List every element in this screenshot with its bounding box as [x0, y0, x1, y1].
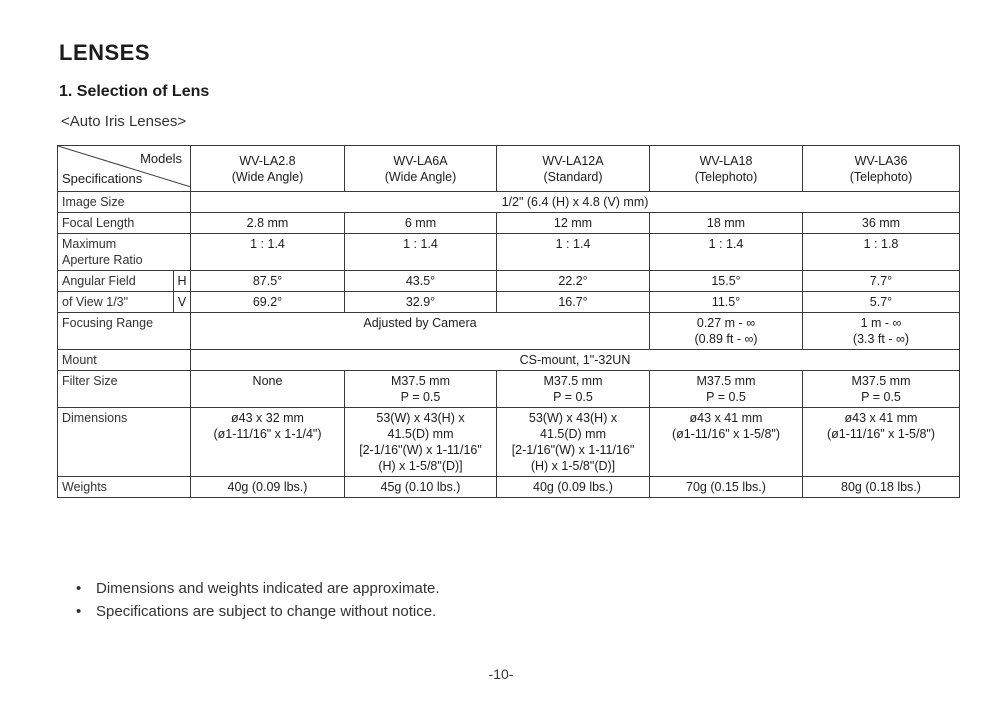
cell-line: M37.5 mm [543, 374, 603, 388]
cell-line: M37.5 mm [696, 374, 756, 388]
mount-value: CS-mount, 1"-32UN [191, 350, 960, 371]
image-size-value: 1/2" (6.4 (H) x 4.8 (V) mm) [191, 192, 960, 213]
row-label: Focal Length [58, 213, 191, 234]
model-header [803, 146, 960, 192]
cell [650, 371, 803, 408]
bullet-icon: • [76, 580, 82, 597]
cell-line: (ø1-11/16" x 1-5/8") [672, 427, 780, 441]
cell: 80g (0.18 lbs.) [803, 477, 960, 498]
cell-line: (3.3 ft - ∞) [852, 332, 910, 346]
model-name: WV-LA6A [393, 153, 448, 168]
cell-line: (0.89 ft - ∞) [694, 332, 758, 346]
bullet-icon: • [76, 603, 82, 620]
cell-line: 0.27 m - ∞ [696, 316, 756, 330]
model-type: (Wide Angle) [384, 169, 457, 184]
model-name: WV-LA36 [854, 153, 908, 168]
cell-line: 1 m - ∞ [860, 316, 902, 330]
row-label: Angular Field [58, 271, 174, 292]
row-label [58, 234, 191, 271]
model-type: (Standard) [543, 169, 603, 184]
row-label-line: Maximum [62, 237, 117, 251]
table-row [58, 408, 960, 477]
table-header-row [58, 146, 960, 192]
cell-line: (ø1-11/16" x 1-5/8") [827, 427, 935, 441]
model-header [191, 146, 345, 192]
v-label: V [174, 292, 191, 313]
cell [345, 408, 497, 477]
cell: 16.7° [497, 292, 650, 313]
cell: Adjusted by Camera [191, 313, 650, 350]
corner-models-label: Models [140, 151, 182, 166]
lens-type-label: <Auto Iris Lenses> [61, 113, 187, 130]
page-number: -10- [488, 666, 514, 682]
cell-line: [2-1/16"(W) x 1-11/16" [511, 443, 635, 457]
cell: 40g (0.09 lbs.) [191, 477, 345, 498]
cell [803, 371, 960, 408]
cell [191, 408, 345, 477]
cell-line: ø43 x 32 mm [231, 411, 304, 425]
table-row [58, 477, 960, 498]
cell: 36 mm [803, 213, 960, 234]
table-row [58, 192, 960, 213]
cell: 32.9° [345, 292, 497, 313]
cell: 1 : 1.8 [803, 234, 960, 271]
table-row [58, 213, 960, 234]
page-title: LENSES [59, 40, 151, 65]
row-label: Dimensions [58, 408, 191, 477]
table-row [58, 350, 960, 371]
model-name: WV-LA2.8 [239, 153, 296, 168]
note-text: Dimensions and weights indicated are approximate. [96, 580, 440, 597]
notes-list [76, 580, 440, 626]
cell: 7.7° [803, 271, 960, 292]
model-name: WV-LA12A [542, 153, 604, 168]
list-item [76, 580, 440, 597]
cell-line: ø43 x 41 mm [689, 411, 763, 425]
cell: 1 : 1.4 [650, 234, 803, 271]
model-header [650, 146, 803, 192]
cell: 1 : 1.4 [497, 234, 650, 271]
cell-line: 53(W) x 43(H) x [376, 411, 465, 425]
cell-line: P = 0.5 [706, 390, 746, 404]
cell: 18 mm [650, 213, 803, 234]
cell-line: M37.5 mm [390, 374, 451, 388]
table-row [58, 271, 960, 292]
cell: 40g (0.09 lbs.) [497, 477, 650, 498]
row-label: Weights [58, 477, 191, 498]
corner-cell [58, 146, 191, 192]
cell [803, 313, 960, 350]
cell-line: 41.5(D) mm [540, 427, 606, 441]
cell-line: (ø1-11/16" x 1-1/4") [213, 427, 322, 441]
table-row [58, 234, 960, 271]
model-type: (Telephoto) [849, 169, 913, 184]
cell [803, 408, 960, 477]
model-type: (Wide Angle) [231, 169, 304, 184]
cell-line: P = 0.5 [400, 390, 441, 404]
cell: 87.5° [191, 271, 345, 292]
cell: 1 : 1.4 [345, 234, 497, 271]
table-row [58, 313, 960, 350]
h-label: H [174, 271, 191, 292]
cell: 15.5° [650, 271, 803, 292]
cell: 69.2° [191, 292, 345, 313]
row-label: Image Size [58, 192, 191, 213]
cell: 70g (0.15 lbs.) [650, 477, 803, 498]
cell: 1 : 1.4 [191, 234, 345, 271]
cell-line: (H) x 1-5/8"(D)] [378, 459, 463, 473]
table-row [58, 371, 960, 408]
note-text: Specifications are subject to change without notice. [96, 603, 437, 620]
section-title: 1. Selection of Lens [59, 83, 210, 100]
row-label: Focusing Range [58, 313, 191, 350]
cell-line: ø43 x 41 mm [844, 411, 918, 425]
cell [497, 408, 650, 477]
row-label: Filter Size [58, 371, 191, 408]
cell [497, 371, 650, 408]
cell [345, 371, 497, 408]
model-header [497, 146, 650, 192]
cell-line: [2-1/16"(W) x 1-11/16" [359, 443, 482, 457]
cell: 12 mm [497, 213, 650, 234]
row-label: Mount [58, 350, 191, 371]
cell: 2.8 mm [191, 213, 345, 234]
cell: 45g (0.10 lbs.) [345, 477, 497, 498]
cell: None [191, 371, 345, 408]
cell: 6 mm [345, 213, 497, 234]
model-name: WV-LA18 [699, 153, 753, 168]
corner-specs-label: Specifications [62, 171, 143, 186]
cell: 43.5° [345, 271, 497, 292]
cell: 11.5° [650, 292, 803, 313]
cell [650, 408, 803, 477]
lens-spec-table [57, 145, 960, 498]
cell: 22.2° [497, 271, 650, 292]
cell-line: M37.5 mm [851, 374, 911, 388]
cell: 5.7° [803, 292, 960, 313]
table-row [58, 292, 960, 313]
cell-line: (H) x 1-5/8"(D)] [530, 459, 616, 473]
model-type: (Telephoto) [694, 169, 758, 184]
row-label: of View 1/3" [58, 292, 174, 313]
cell-line: 41.5(D) mm [387, 427, 454, 441]
list-item [76, 603, 440, 620]
cell [650, 313, 803, 350]
cell-line: P = 0.5 [553, 390, 593, 404]
row-label-line: Aperture Ratio [62, 253, 143, 267]
cell-line: 53(W) x 43(H) x [528, 411, 618, 425]
cell-line: P = 0.5 [861, 390, 901, 404]
model-header [345, 146, 497, 192]
